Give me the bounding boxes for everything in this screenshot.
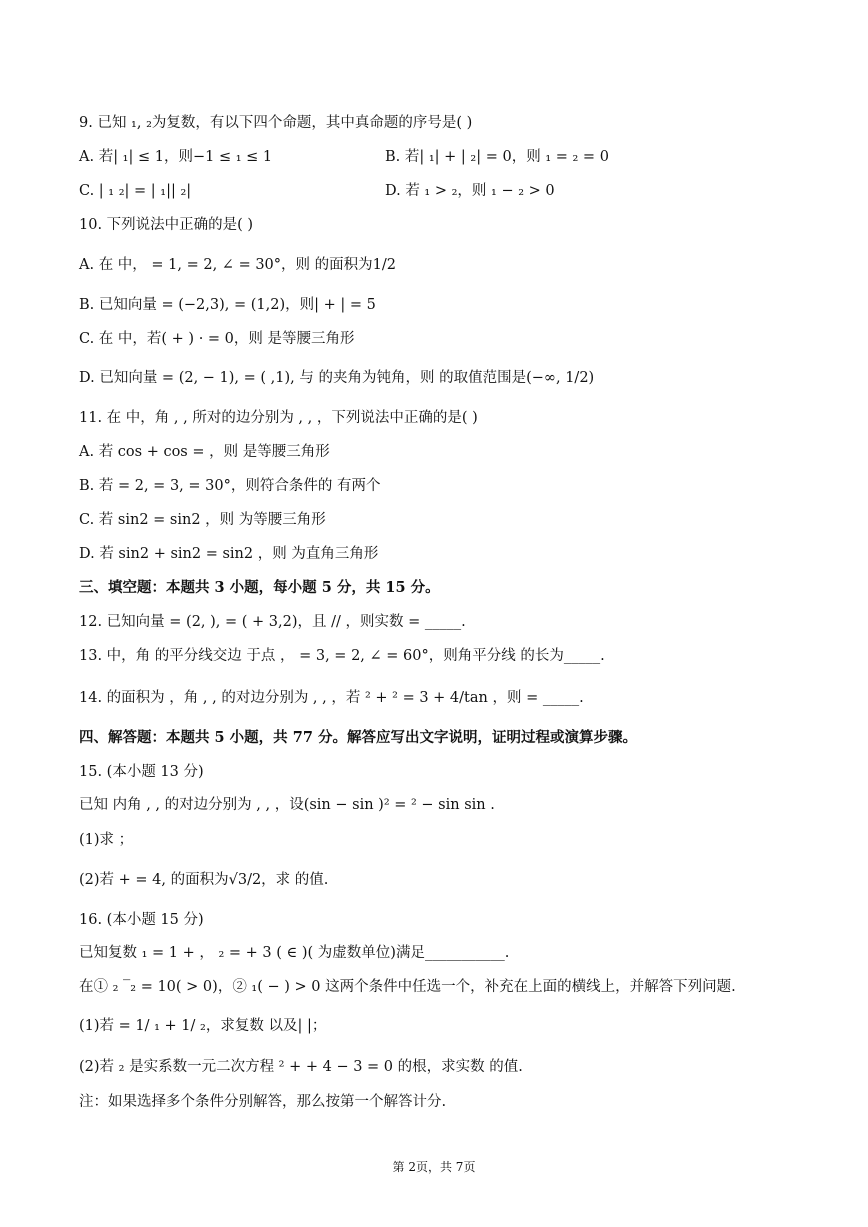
- q9-option-b: B. 若| ₁| + | ₂| = 0，则 ₁ = ₂ = 0: [385, 149, 609, 165]
- section-fill-in-heading: 三、填空题：本题共 3 小题，每小题 5 分，共 15 分。: [79, 579, 440, 596]
- q15-stem: 已知 内角 , , 的对边分别为 , , ，设(sin − sin )² = ² − sin sin .: [79, 797, 495, 813]
- q16-conditions: 在① ₂ ‾₂ = 10( > 0)，② ₁( − ) > 0 这两个条件中任选一个，补充在上面的横线上，并解答下列问题.: [79, 979, 736, 995]
- q10-option-a: A. 在 中， = 1, = 2, ∠ = 30°，则 的面积为1/2: [79, 257, 396, 273]
- q11-option-a: A. 若 cos + cos = ，则 是等腰三角形: [79, 444, 330, 460]
- q12-text: 12. 已知向量 = (2, ), = ( + 3,2)，且 // ，则实数 = _____.: [79, 614, 466, 630]
- q10-option-d: D. 已知向量 = (2, − 1), = ( ,1), 与 的夹角为钝角，则 的取值范围是(−∞, 1/2): [79, 370, 595, 386]
- q13-text: 13. 中，角 的平分线交边 于点 ， = 3, = 2, ∠ = 60°，则角平分线 的长为_____.: [79, 648, 605, 664]
- q15-heading: 15. (本小题 13 分): [79, 764, 204, 780]
- q11-stem: 11. 在 中，角 , , 所对的边分别为 , , ，下列说法中正确的是( ): [79, 410, 478, 426]
- q9-option-d: D. 若 ₁ > ₂，则 ₁ − ₂ > 0: [385, 183, 555, 199]
- q9-option-a: A. 若| ₁| ≤ 1，则−1 ≤ ₁ ≤ 1: [79, 149, 273, 165]
- q11-option-d: D. 若 sin2 + sin2 = sin2 ，则 为直角三角形: [79, 546, 379, 562]
- q9-stem: 9. 已知 ₁, ₂为复数，有以下四个命题，其中真命题的序号是( ): [79, 115, 473, 131]
- q16-note: 注：如果选择多个条件分别解答，那么按第一个解答计分.: [79, 1094, 447, 1110]
- q16-heading: 16. (本小题 15 分): [79, 912, 204, 928]
- q10-stem: 10. 下列说法中正确的是( ): [79, 217, 254, 233]
- section-solution-heading: 四、解答题：本题共 5 小题，共 77 分。解答应写出文字说明，证明过程或演算步骤。: [79, 729, 637, 746]
- q10-option-c: C. 在 中，若( + ) · = 0，则 是等腰三角形: [79, 331, 355, 347]
- q11-option-b: B. 若 = 2, = 3, = 30°，则符合条件的 有两个: [79, 478, 381, 494]
- q11-option-c: C. 若 sin2 = sin2 ，则 为等腰三角形: [79, 512, 326, 528]
- q16-part1: (1)若 = 1/ ₁ + 1/ ₂，求复数 以及| |；: [79, 1018, 327, 1034]
- q15-part1: (1)求 ；: [79, 832, 134, 848]
- q14-text: 14. 的面积为 ，角 , , 的对边分别为 , , ，若 ² + ² = 3 + 4/tan ，则 = _____.: [79, 690, 584, 706]
- q16-stem: 已知复数 ₁ = 1 + ， ₂ = + 3 ( ∈ )( 为虚数单位)满足___________.: [79, 945, 510, 961]
- q16-part2: (2)若 ₂ 是实系数一元二次方程 ² + + 4 − 3 = 0 的根，求实数 的值.: [79, 1059, 523, 1075]
- q15-part2: (2)若 + = 4, 的面积为√3/2，求 的值.: [79, 872, 329, 888]
- q9-option-c: C. | ₁ ₂| = | ₁|| ₂|: [79, 183, 192, 199]
- q10-option-b: B. 已知向量 = (−2,3), = (1,2)，则| + | = 5: [79, 297, 376, 313]
- page-footer: 第 2页，共 7页: [392, 1160, 476, 1174]
